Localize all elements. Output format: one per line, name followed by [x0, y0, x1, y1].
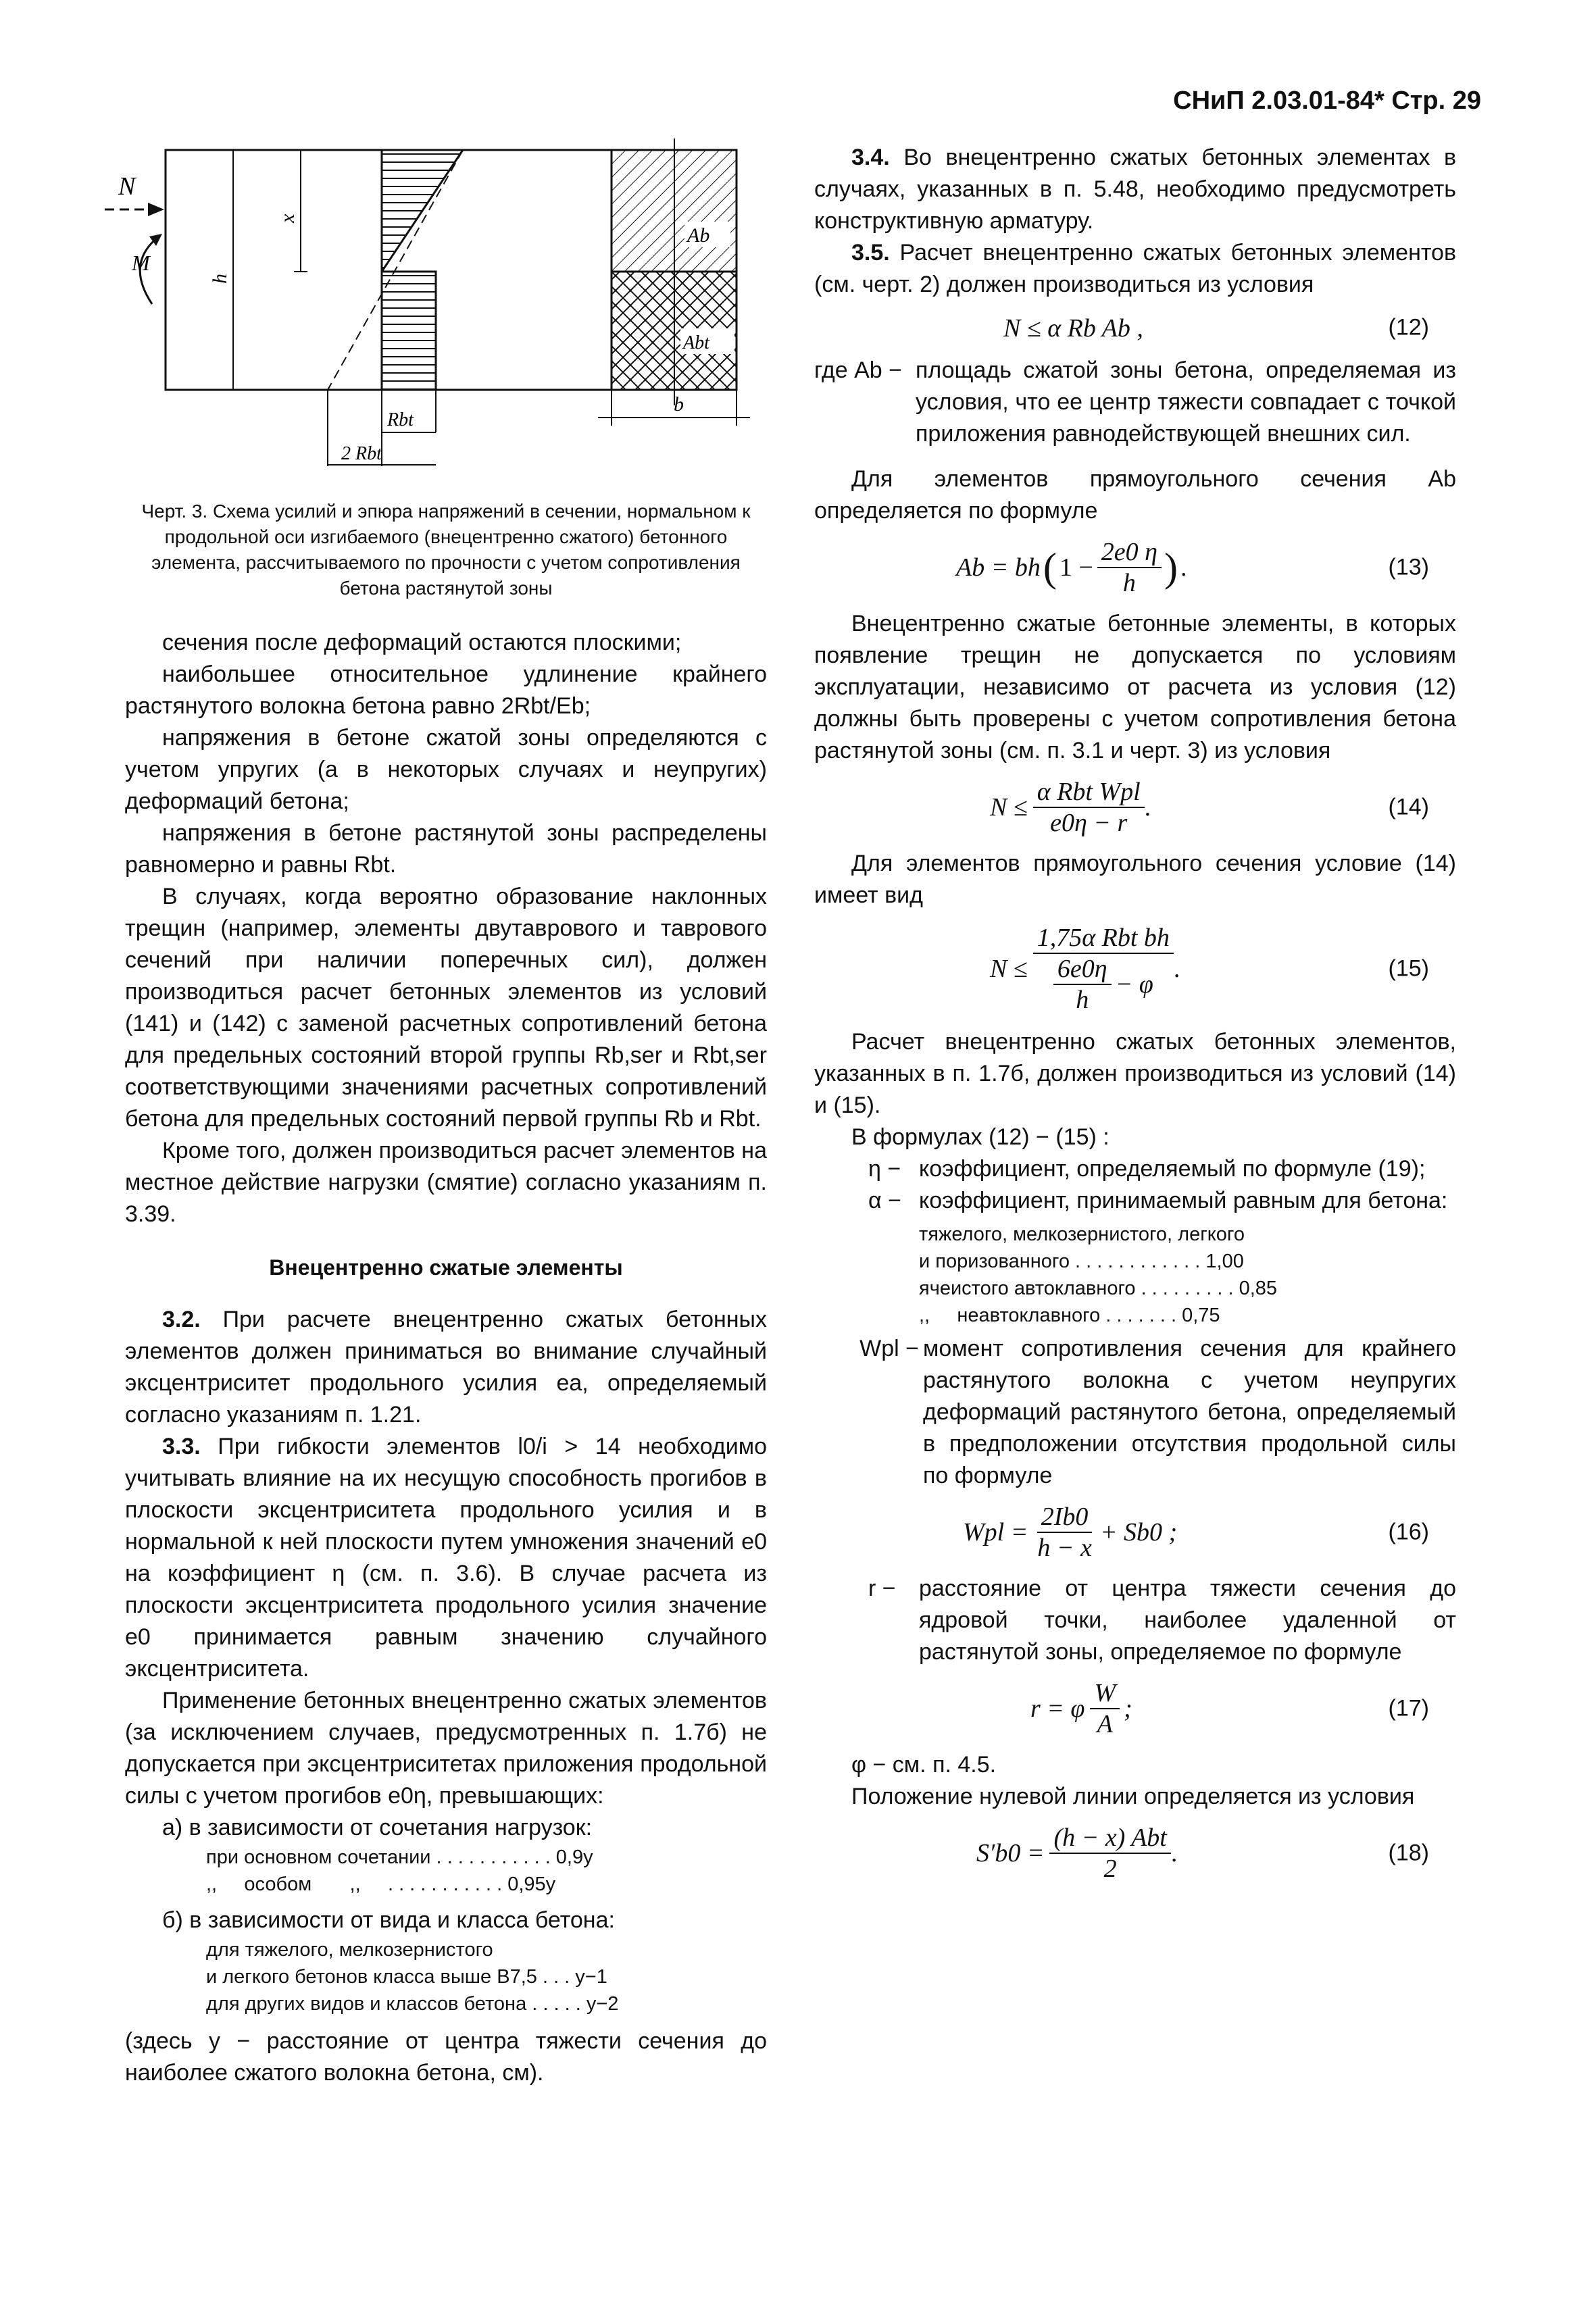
clause-3-2: При расчете внецентренно сжатых бетонных элементов должен приниматься во внимание случайный эксцентриситет продольного усилия ea, определяемый согласно указаниям п. 1.21.	[125, 1307, 767, 1428]
eq15-inner-denominator: h	[1076, 986, 1089, 1014]
label-Abt: Abt	[683, 332, 709, 353]
eq13-number: (13)	[1388, 554, 1429, 580]
eq16-lhs: Wpl =	[963, 1517, 1028, 1546]
right-p-formulas: В формулах (12) − (15) :	[851, 1124, 1109, 1150]
eq15-inner-numerator: 6e0η	[1053, 954, 1112, 985]
list-a-item-1: при основном сочетании . . . . . . . . . . . 0,9y	[206, 1846, 593, 1868]
label-2Rbt: 2 Rbt	[341, 443, 382, 464]
def-wpl-symbol: Wpl −	[859, 1336, 919, 1361]
left-column	[118, 142, 767, 2089]
left-p34: Применение бетонных внецентренно сжатых элементов (за исключением случаев, предусмотренных п. 1.7б) не допускается при эксцентриситетах приложения продольной силы с учетом прогибов e0η, превышающих:	[125, 1688, 767, 1809]
eq15-minus-phi: − φ	[1115, 970, 1153, 999]
figure-caption: Черт. 3. Схема усилий и эпюра напряжений в сечении, нормальном к продольной оси изгибаемого (внецентренно сжатого) бетонного элемента, рассчитываемого по прочности с учетом сопротивления бетона растянутой зоны	[141, 501, 751, 599]
eq13-lhs: Ab = bh	[956, 553, 1041, 582]
right-p-rect: Для элементов прямоугольного сечения Ab определяется по формуле	[814, 466, 1456, 524]
label-Rbt: Rbt	[387, 409, 414, 430]
def-Ab-text: площадь сжатой зоны бетона, определяемая из условия, что ее центр тяжести совпадает с точкой приложения равнодействующей внешних сил.	[916, 357, 1456, 447]
alpha-values-list	[814, 1221, 1456, 1329]
equation-16	[814, 1499, 1456, 1566]
clause-3-4: Во внецентренно сжатых бетонных элементах в случаях, указанных в п. 5.48, необходимо предусмотреть конструктивную арматуру.	[814, 145, 1457, 234]
def-r-symbol: r −	[868, 1576, 896, 1601]
def-wpl	[814, 1333, 1456, 1492]
list-b-item-1: для тяжелого, мелкозернистого	[206, 1939, 493, 1961]
eq14-numerator: α Rbt Wpl	[1033, 777, 1145, 808]
eq16-number: (16)	[1388, 1519, 1429, 1545]
right-p-calc: Расчет внецентренно сжатых бетонных элементов, указанных в п. 1.7б, должен производиться из условий (14) и (15).	[814, 1029, 1456, 1118]
def-Ab	[814, 355, 1456, 450]
left-p2: наибольшее относительное удлинение крайнего растянутого волокна бетона равно 2Rbt/Eb;	[125, 661, 767, 719]
def-eta-text: коэффициент, определяемый по формуле (19);	[919, 1156, 1426, 1182]
alpha-line-3: ячеистого автоклавного . . . . . . . . . 0,85	[919, 1278, 1278, 1299]
eq16-numerator: 2Ib0	[1037, 1502, 1093, 1533]
equation-13: Ab = bh ( 1 − $\frac{2e0 \eta}{h}$ ) . (13)	[956, 538, 1429, 597]
equation-18: S′b0 = $\frac{\text{(h − x) Abt}}{2}$ . (18)	[976, 1823, 1429, 1883]
def-r-text: расстояние от центра тяжести сечения до ядровой точки, наиболее удаленной от растянутой зоны, определяемое по формуле	[919, 1576, 1456, 1665]
label-N: N	[118, 172, 136, 201]
def-r	[814, 1573, 1456, 1668]
left-p4: напряжения в бетоне растянутой зоны распределены равномерно и равны Rbt.	[125, 820, 767, 878]
eq12-number: (12)	[1388, 314, 1429, 341]
eq15-numerator: 1,75α Rbt bh	[1033, 923, 1174, 954]
right-p-zero: Положение нулевой линии определяется из условия	[851, 1784, 1415, 1809]
phi-reference: φ − см. п. 4.5.	[851, 1752, 997, 1778]
clause-3-2-num: 3.2.	[162, 1307, 201, 1332]
eq18-numerator: (h − x) Abt	[1049, 1823, 1170, 1854]
eq17-lhs: r = φ	[1030, 1694, 1085, 1723]
eq17-number: (17)	[1388, 1695, 1429, 1721]
left-p6: Кроме того, должен производиться расчет элементов на местное действие нагрузки (смятие) согласно указаниям п. 3.39.	[125, 1138, 767, 1227]
list-b	[125, 1936, 767, 2017]
def-eta	[814, 1153, 1456, 1185]
eq16-rhs: + Sb0 ;	[1099, 1517, 1178, 1546]
left-p1: сечения после деформаций остаются плоскими;	[162, 630, 682, 655]
right-column	[814, 142, 1456, 1894]
equation-15: N ≤ 1,75α Rbt bh $\frac{6e0\eta}{h}$ − φ . (15)	[990, 924, 1429, 1014]
equation-12	[814, 307, 1456, 348]
def-wpl-text: момент сопротивления сечения для крайнего растянутого волокна с учетом неупругих деформаций растянутого бетона, определяемый в предположении отсутствия продольной силы по формуле	[923, 1336, 1456, 1488]
def-alpha-symbol: α −	[868, 1188, 901, 1213]
eq14-denominator: e0η − r	[1050, 809, 1128, 837]
clause-3-4-num: 3.4.	[851, 145, 890, 170]
equation-17	[814, 1675, 1456, 1742]
page-header: СНиП 2.03.01-84* Стр. 29	[1173, 86, 1481, 115]
list-a-item-2: ,, особом ,, . . . . . . . . . . . 0,95y	[206, 1873, 556, 1895]
clause-3-5-num: 3.5.	[851, 240, 890, 266]
list-b-item-3: для других видов и классов бетона . . . . . y−2	[206, 1993, 619, 2015]
clause-3-3-num: 3.3.	[162, 1434, 201, 1459]
clause-3-5: Расчет внецентренно сжатых бетонных элементов (см. черт. 2) должен производиться из условия	[814, 240, 1457, 297]
def-alpha	[814, 1185, 1456, 1217]
list-a-heading: а) в зависимости от сочетания нагрузок:	[162, 1815, 593, 1840]
label-h: h	[209, 274, 231, 284]
eq14-lhs: N ≤	[990, 793, 1028, 822]
def-Ab-symbol: где Ab −	[814, 357, 902, 383]
label-b: b	[674, 393, 684, 416]
label-Ab: Ab	[687, 224, 710, 247]
eq18-lhs: S′b0 =	[976, 1838, 1045, 1867]
eq13-denominator: h	[1122, 569, 1136, 597]
eq15-number: (15)	[1388, 955, 1429, 982]
eq16-denominator: h − x	[1037, 1534, 1092, 1562]
eq12-body: N ≤ α Rb Ab ,	[1003, 314, 1143, 343]
label-x: x	[276, 213, 299, 223]
list-b-item-2: и легкого бетонов класса выше B7,5 . . . y−1	[206, 1966, 607, 1988]
alpha-line-2: и поризованного . . . . . . . . . . . . 1,00	[919, 1251, 1244, 1272]
eq17-rhs: ;	[1124, 1694, 1132, 1723]
eq18-number: (18)	[1388, 1840, 1429, 1866]
def-alpha-text: коэффициент, принимаемый равным для бетона:	[919, 1188, 1448, 1213]
left-p3: напряжения в бетоне сжатой зоны определяются с учетом упругих (а в некоторых случаях и неупругих) деформаций бетона;	[125, 725, 767, 814]
figure-3-diagram	[118, 142, 767, 493]
eq18-denominator: 2	[1103, 1855, 1117, 1883]
list-b-heading: б) в зависимости от вида и класса бетона:	[162, 1907, 615, 1933]
right-p-rect2: Для элементов прямоугольного сечения условие (14) имеет вид	[814, 851, 1456, 908]
alpha-line-4: ,, неавтоклавного . . . . . . . 0,75	[919, 1305, 1220, 1326]
def-eta-symbol: η −	[868, 1156, 901, 1182]
eq14-number: (14)	[1388, 794, 1429, 820]
left-p5: В случаях, когда вероятно образование наклонных трещин (например, элементы двутаврового и таврового сечений при наличии поперечных сил), должен производиться расчет бетонных элементов из условий (141) и (142) с заменой расчетных сопротивлений бетона для предельных состояний второй группы Rb,ser и Rbt,ser соответствующими значениями расчетных сопротивлений бетона для предельных состояний первой группы Rb и Rbt.	[125, 884, 767, 1132]
alpha-line-1: тяжелого, мелкозернистого, легкого	[919, 1224, 1245, 1245]
eq17-numerator: W	[1090, 1678, 1120, 1709]
equation-14: N ≤ $\frac{\text{α Rbt Wpl}}{e0\eta - r}$ . (14)	[990, 778, 1429, 837]
eq17-denominator: A	[1097, 1710, 1113, 1738]
list-a	[125, 1844, 767, 1898]
section-heading: Внецентренно сжатые элементы	[269, 1255, 623, 1280]
eq15-lhs: N ≤	[990, 954, 1028, 983]
eq13-numerator: 2e0 η	[1097, 537, 1162, 568]
right-p-crack: Внецентренно сжатые бетонные элементы, в которых появление трещин не допускается по условиям эксплуатации, независимо от расчета из условия (12) должны быть проверены с учетом сопротивления бетона растянутой зоны (см. п. 3.1 и черт. 3) из условия	[814, 611, 1456, 763]
left-p35: (здесь y − расстояние от центра тяжести сечения до наиболее сжатого волокна бетона, см).	[125, 2028, 767, 2086]
label-M: M	[132, 251, 150, 275]
clause-3-3: При гибкости элементов l0/i > 14 необходимо учитывать влияние на их несущую способность прогибов в плоскости эксцентриситета продольного усилия и в нормальной к ней плоскости путем умножения значений e0 на коэффициент η (см. п. 3.6). В случае расчета из плоскости эксцентриситета продольного усилия значение e0 принимается равным значению случайного эксцентриситета.	[125, 1434, 767, 1682]
